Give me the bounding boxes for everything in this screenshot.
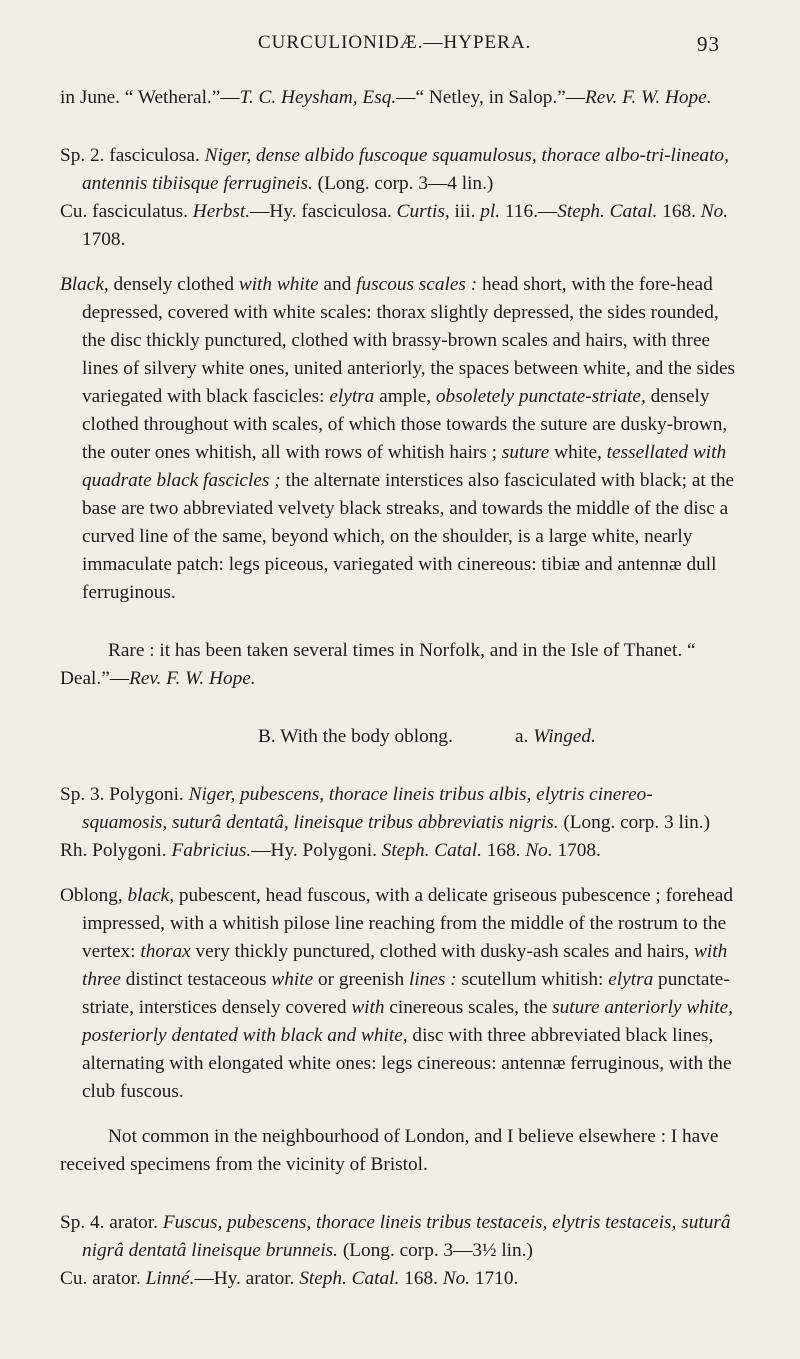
- text-run: —Hy. arator.: [194, 1268, 300, 1289]
- italic-run: Linné.: [145, 1268, 195, 1289]
- italic-run: Winged.: [533, 726, 596, 747]
- text-run: —Hy. fasciculosa.: [250, 201, 397, 222]
- latin-diagnosis: Niger, pubescens, thorace lineis tribus albis, elytris cinereo-squamosis, suturâ dentatâ, lineisque tribus abbreviatis nigris.: [82, 784, 653, 833]
- italic-run: pl.: [480, 201, 501, 222]
- text-run: a.: [515, 726, 534, 747]
- text-run: 1708.: [82, 229, 126, 250]
- italic-run: Steph. Catal.: [557, 201, 658, 222]
- species-2-synonymy: [60, 198, 736, 254]
- species-2-locality: [60, 637, 736, 693]
- text-run: and: [318, 274, 357, 295]
- text-run: head short, with the fore-head depressed, covered with white scales: thorax slightly depressed, the sides rounded, the disc thickly punctured, clothed with brassy-brown scales and hairs, with three lines of silvery white ones, united anteriorly, the spaces between white, and the sides variegated with black fascicles:: [82, 274, 736, 407]
- measurement: (Long. corp. 3 lin.): [558, 812, 711, 833]
- italic-run: Steph. Catal.: [381, 840, 482, 861]
- italic-run: suture anteriorly white, posteriorly dentated with black and white,: [82, 997, 733, 1046]
- text-run: disc with three abbreviated black lines, alternating with elongated white ones: legs cinereous: antennæ ferruginous, with the club fuscous.: [82, 1025, 732, 1102]
- text-run: Cu. arator.: [60, 1268, 146, 1289]
- species-4-diagnosis: [60, 1209, 736, 1265]
- text-run: 1708.: [552, 840, 601, 861]
- species-3-description: [60, 882, 736, 1106]
- section-b-label: B. With the body oblong.: [258, 726, 453, 747]
- italic-run: No.: [525, 840, 553, 861]
- text-run: Rh. Polygoni.: [60, 840, 172, 861]
- text-run: Not common in the neighbourhood of London, and I believe elsewhere : I have received specimens from the vicinity of Bristol.: [60, 1126, 719, 1175]
- italic-run: Fabricius.: [171, 840, 252, 861]
- text-run: punctate-striate, interstices densely covered: [82, 969, 730, 1018]
- page-body: [60, 84, 736, 1293]
- latin-diagnosis: Fuscus, pubescens, thorace lineis tribus testaceis, elytris testaceis, suturâ nigrâ dentatâ lineisque brunneis.: [82, 1212, 731, 1261]
- italic-run: Curtis,: [396, 201, 450, 222]
- italic-run: Steph. Catal.: [299, 1268, 400, 1289]
- italic-run: obsoletely punctate-striate,: [435, 386, 646, 407]
- italic-run: with: [351, 997, 385, 1018]
- text-run: distinct testaceous: [120, 969, 272, 990]
- text-run: in June. “ Wetheral.”—: [60, 87, 240, 108]
- italic-run: Black,: [60, 274, 109, 295]
- text-run: —“ Netley, in Salop.”—: [396, 87, 586, 108]
- italic-run: T. C. Heysham, Esq.: [239, 87, 397, 108]
- text-run: or greenish: [313, 969, 409, 990]
- italic-run: with white: [238, 274, 319, 295]
- italic-run: No.: [700, 201, 729, 222]
- text-run: ample,: [374, 386, 436, 407]
- running-title: CURCULIONIDÆ.—HYPERA.: [258, 32, 532, 53]
- italic-run: Rev. F. W. Hope.: [585, 87, 712, 108]
- species-3-locality: [60, 1123, 736, 1179]
- text-run: 168.: [481, 840, 526, 861]
- text-run: iii.: [449, 201, 481, 222]
- text-run: Sp. 4. arator.: [60, 1212, 163, 1233]
- italic-run: elytra: [608, 969, 654, 990]
- text-run: cinereous scales, the: [384, 997, 553, 1018]
- text-run: Oblong,: [60, 885, 128, 906]
- italic-run: fuscous scales :: [356, 274, 478, 295]
- text-run: scutellum whitish:: [456, 969, 609, 990]
- species-2-diagnosis: [60, 142, 736, 198]
- text-run: 168.: [657, 201, 701, 222]
- running-header: [0, 32, 800, 62]
- text-run: pubescent, head fuscous, with a delicate griseous pubescence ; forehead impressed, with a whitish pilose line reaching from the middle of the rostrum to the vertex:: [82, 885, 734, 962]
- section-a-label: [515, 723, 596, 751]
- text-run: Rare : it has been taken several times in Norfolk, and in the Isle of Thanet. “ Deal.”—: [60, 640, 696, 689]
- text-run: —Hy. Polygoni.: [251, 840, 382, 861]
- measurement: (Long. corp. 3—3½ lin.): [338, 1240, 533, 1261]
- italic-run: lines :: [409, 969, 457, 990]
- species-2-description: [60, 271, 736, 607]
- italic-run: elytra: [329, 386, 375, 407]
- text-run: densely clothed throughout with scales, of which those towards the suture are dusky-brown, the outer ones whitish, all with rows of whitish hairs ;: [82, 386, 728, 463]
- italic-run: thorax: [140, 941, 191, 962]
- page-number: 93: [697, 32, 720, 56]
- text-run: 116.—: [500, 201, 558, 222]
- text-run: the alternate interstices also fasciculated with black; at the base are two abbreviated velvety black streaks, and towards the middle of the disc a curved line of the same, beyond which, on the shoulder, is a large white, nearly immaculate patch: legs piceous, variegated with cinereous: tibiæ and antennæ dull ferruginous.: [82, 470, 735, 603]
- species-4-synonymy: [60, 1265, 736, 1293]
- text-run: Sp. 3. Polygoni.: [60, 784, 189, 805]
- italic-run: tessellated with quadrate black fascicles ;: [82, 442, 727, 491]
- latin-diagnosis: Niger, dense albido fuscoque squamulosus, thorace albo-tri-lineato, antennis tibiisque ferrugineis.: [82, 145, 729, 194]
- text-run: very thickly punctured, clothed with dusky-ash scales and hairs,: [190, 941, 695, 962]
- measurement: (Long. corp. 3—4 lin.): [312, 173, 494, 194]
- italic-run: with three: [82, 941, 728, 990]
- italic-run: white: [271, 969, 314, 990]
- continuation-paragraph: [60, 84, 736, 112]
- section-heading: [60, 723, 736, 751]
- text-run: 1710.: [470, 1268, 519, 1289]
- text-run: white,: [549, 442, 607, 463]
- italic-run: No.: [442, 1268, 471, 1289]
- italic-run: black,: [127, 885, 175, 906]
- species-3-diagnosis: [60, 781, 736, 837]
- text-run: Sp. 2. fasciculosa.: [60, 145, 205, 166]
- italic-run: Herbst.: [192, 201, 251, 222]
- italic-run: Rev. F. W. Hope.: [129, 668, 256, 689]
- text-run: 168.: [399, 1268, 443, 1289]
- text-run: Cu. fasciculatus.: [60, 201, 193, 222]
- text-run: densely clothed: [108, 274, 239, 295]
- italic-run: suture: [501, 442, 550, 463]
- species-3-synonymy: [60, 837, 736, 865]
